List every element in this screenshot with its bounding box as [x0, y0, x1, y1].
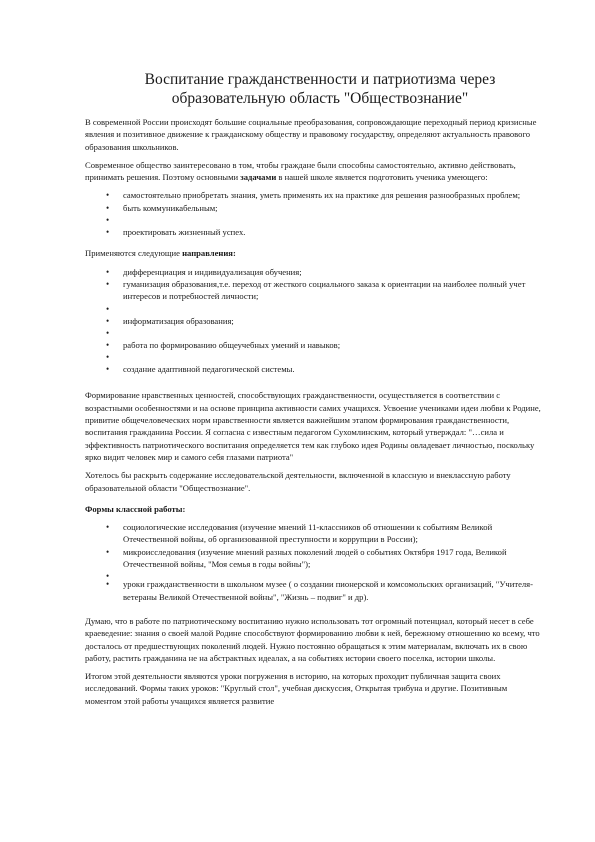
paragraph-intro: В современной России происходят большие социальные преобразования, сопровождающие переходный период кризисные явления и позитивное движение к гражданскому обществу и правовому государству, определяют актуальность правового образования школьников.: [85, 117, 537, 152]
list-item: • информатизация образования;: [85, 315, 545, 327]
list-spacer: [85, 303, 545, 315]
list-item: • проектировать жизненный успех.: [85, 226, 545, 238]
list-item: • микроисследования (изучение мнений разных поколений людей о событиях Октября 1917 года, Великой Отечественной войны, "Моя семья в годы войны");: [85, 546, 545, 571]
text-span: Применяются следующие: [85, 248, 183, 259]
list-item: • уроки гражданственности в школьном музее ( о создании пионерской и комсомольских организаций, "Учителя-ветераны Великой Отечественной войны", "Жизнь – подвиг" и др).: [85, 578, 545, 603]
paragraph-values: Формирование нравственных ценностей, способствующих гражданственности, осуществляется в соответствии с возрастными особенностями и на основе принципа активности самих учащихся. Усвоение учениками идеи любви к Родине, привитие общечеловеческих норм нравственности является важнейшим этапом формирования гражданственности, воспитания гражданина России. Я согласна с известным педагогом Сухомлинским, который утверждал: "…сила и эффективность патриотического воспитания определяется тем как глубоко идея Родины овладевает личностью, поскольку ярко видит человек мир и самого себя глазами патриота": [85, 390, 541, 462]
directions-list: [85, 266, 545, 376]
bold-term-directions: направления:: [182, 248, 236, 259]
forms-list: [85, 521, 545, 603]
text-span: в нашей школе является подготовить ученика умеющего:: [276, 172, 488, 183]
paragraph-results: Итогом этой деятельности являются уроки погружения в историю, на которых проходит публичная защита своих исследований. Формы таких уроков: "Круглый стол", учебная дискуссия, Открытая трибуна и другие. Позитивным моментом этой работы учащихся является развитие: [85, 671, 508, 706]
bold-term-tasks: задачами: [240, 172, 277, 183]
list-item: • гуманизация образования,т.е. переход от жесткого социального заказа к ориентации на наиболее полный учет интересов и потребностей личности;: [85, 278, 545, 303]
paragraph-local-history: Думаю, что в работе по патриотическому воспитанию нужно использовать тот огромный потенциал, который несет в себе краеведение: знания о своей малой Родине способствуют формированию любви к ней, бережному отношению ко всему, что досталось от предшествующих поколений людей. Нужно постоянно обращаться к этим материалам, включать их в свою работу, растить гражданина не на абстрактных идеалах, а на событиях истории своего поселка, истории школы.: [85, 615, 540, 663]
paragraph-research: Хотелось бы раскрыть содержание исследовательской деятельности, включенной в классную и внеклассную работу образовательной области "Обществознание".: [85, 470, 511, 493]
paragraph-directions-intro: [85, 247, 545, 259]
list-spacer: [85, 570, 545, 578]
forms-heading: [85, 503, 545, 515]
list-item: • социологические исследования (изучение мнений 11-классников об отношении к событиям Великой Отечественной войны, об организованной преступности и коррупции в России);: [85, 521, 545, 546]
list-spacer: [85, 327, 545, 339]
paragraph-tasks-intro: [85, 159, 545, 184]
text-span: Современное общество заинтересовано в том, чтобы граждане были способны самостоятельно, активно действовать, принимать решения. Поэтому основными: [85, 159, 516, 183]
list-item: • дифференциация и индивидуализация обучения;: [85, 266, 545, 278]
title-line-2: образовательную область "Обществознание": [171, 90, 469, 107]
list-item: • самостоятельно приобретать знания, уметь применять их на практике для решения разнообразных проблем;: [85, 189, 545, 201]
tasks-list: [85, 189, 545, 238]
forms-heading-text: Формы классной работы:: [85, 503, 186, 514]
list-spacer: [85, 351, 545, 363]
page-title: [85, 70, 545, 108]
title-line-1: Воспитание гражданственности и патриотизма через: [144, 71, 496, 88]
list-item: • работа по формированию общеучебных умений и навыков;: [85, 339, 545, 351]
list-item: • создание адаптивной педагогической системы.: [85, 363, 545, 375]
list-spacer: [85, 214, 545, 226]
list-item: • быть коммуникабельным;: [85, 202, 545, 214]
